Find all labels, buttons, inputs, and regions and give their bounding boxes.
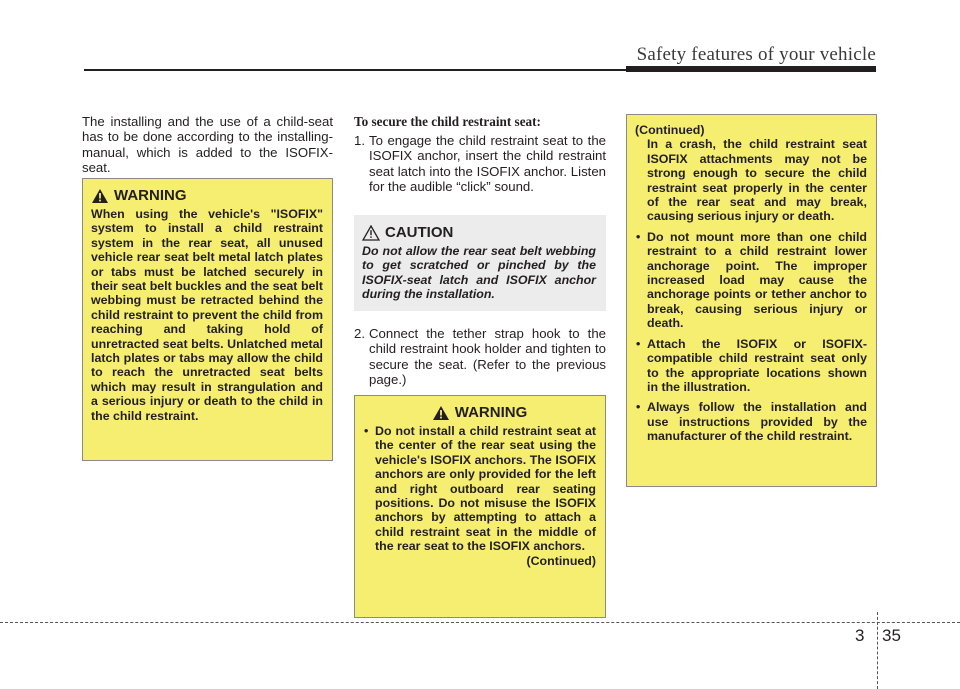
warning-title-text: WARNING (114, 187, 187, 204)
warning-lead-text: In a crash, the child restraint seat ISOFIX attachments may not be strong enough to secure the child restraint seat properly in the center of the rear seat and may break, causing serious injury or death. (647, 137, 867, 224)
warning-box-isofix-belts (82, 178, 333, 461)
warning-bullet-text: Do not install a child restraint seat at the center of the rear seat using the vehicle's ISOFIX anchors. The ISOFIX anchors are only provided for the left and right outboard rear seating positions. Do not misuse the ISOFIX anchors by attempting to attach a child restraint seat in the middle of the rear seat to the ISOFIX anchors. (375, 424, 596, 554)
warning-title (363, 404, 596, 421)
caution-box (354, 215, 606, 311)
warning-triangle-icon (91, 188, 109, 204)
chapter-number: 3 (855, 626, 865, 645)
warning-bullet-1 (635, 230, 867, 331)
bullet-dot: • (364, 424, 369, 438)
warning-bullet (363, 424, 596, 554)
caution-title (362, 224, 596, 241)
section-heading: To secure the child restraint seat: (354, 114, 541, 129)
footer-dashed-divider (877, 612, 878, 689)
page-number: 35 (882, 626, 901, 645)
continued-label: (Continued) (635, 123, 705, 137)
step-number: 2. (354, 326, 365, 341)
warning-bullet-text: Attach the ISOFIX or ISOFIX-compatible child restraint seat only to the appropriate locations shown in the illustration. (647, 336, 867, 394)
caution-text: Do not allow the rear seat belt webbing to get scratched or pinched by the ISOFIX-seat latch and ISOFIX anchor during the installation. (362, 244, 596, 302)
caution-triangle-icon (362, 225, 380, 241)
step-2 (354, 326, 606, 387)
step-text: To engage the child restraint seat to the ISOFIX anchor, insert the child restraint seat latch into the ISOFIX anchor. Listen for the audible “click” sound. (369, 133, 606, 194)
bullet-dot: • (636, 400, 641, 415)
warning-bullet-text: Always follow the installation and use instructions provided by the manufacturer of the child restraint. (647, 400, 867, 444)
warning-box-continued (626, 114, 877, 487)
column-middle (354, 114, 606, 194)
intro-paragraph: The installing and the use of a child-seat has to be done according to the installing-manual, which is added to the ISOFIX-seat. (82, 114, 333, 175)
step-1 (354, 133, 606, 194)
warning-title-text: WARNING (454, 404, 528, 421)
warning-bullet-text: Do not mount more than one child restraint to a child restraint lower anchorage point. The improper increased load may cause the anchorage points or tether anchor to break, causing serious injury or death. (647, 229, 867, 331)
step-number: 1. (354, 133, 365, 148)
caution-title-text: CAUTION (385, 224, 454, 241)
warning-bullet-3 (635, 400, 867, 443)
footer-dashed-line (0, 622, 960, 623)
header-title: Safety features of your vehicle (636, 44, 876, 65)
column-left (82, 114, 333, 175)
warning-bullet-2 (635, 337, 867, 395)
step-text: Connect the tether strap hook to the child restraint hook holder and tighten to secure the seat. (Refer to the previous page.) (369, 326, 606, 387)
bullet-dot: • (636, 229, 641, 244)
continued-label: (Continued) (526, 553, 596, 568)
warning-box-isofix-center (354, 395, 606, 618)
warning-triangle-icon (432, 405, 450, 421)
bullet-dot: • (636, 336, 641, 351)
warning-text: When using the vehicle's "ISOFIX" system to install a child restraint system in the rear seat, all unused vehicle rear seat belt metal latch plates or tabs must be latched securely in their seat belt buckles and the seat belt webbing must be retracted behind the child restraint to prevent the child from reaching and taking hold of unretracted seat belts. Unlatched metal latch plates or tabs may allow the child to reach the unretracted seat belts which may result in strangulation and a serious injury or death to the child in the child restraint. (91, 207, 323, 423)
warning-title (91, 187, 323, 204)
header-accent-bar (626, 66, 876, 72)
